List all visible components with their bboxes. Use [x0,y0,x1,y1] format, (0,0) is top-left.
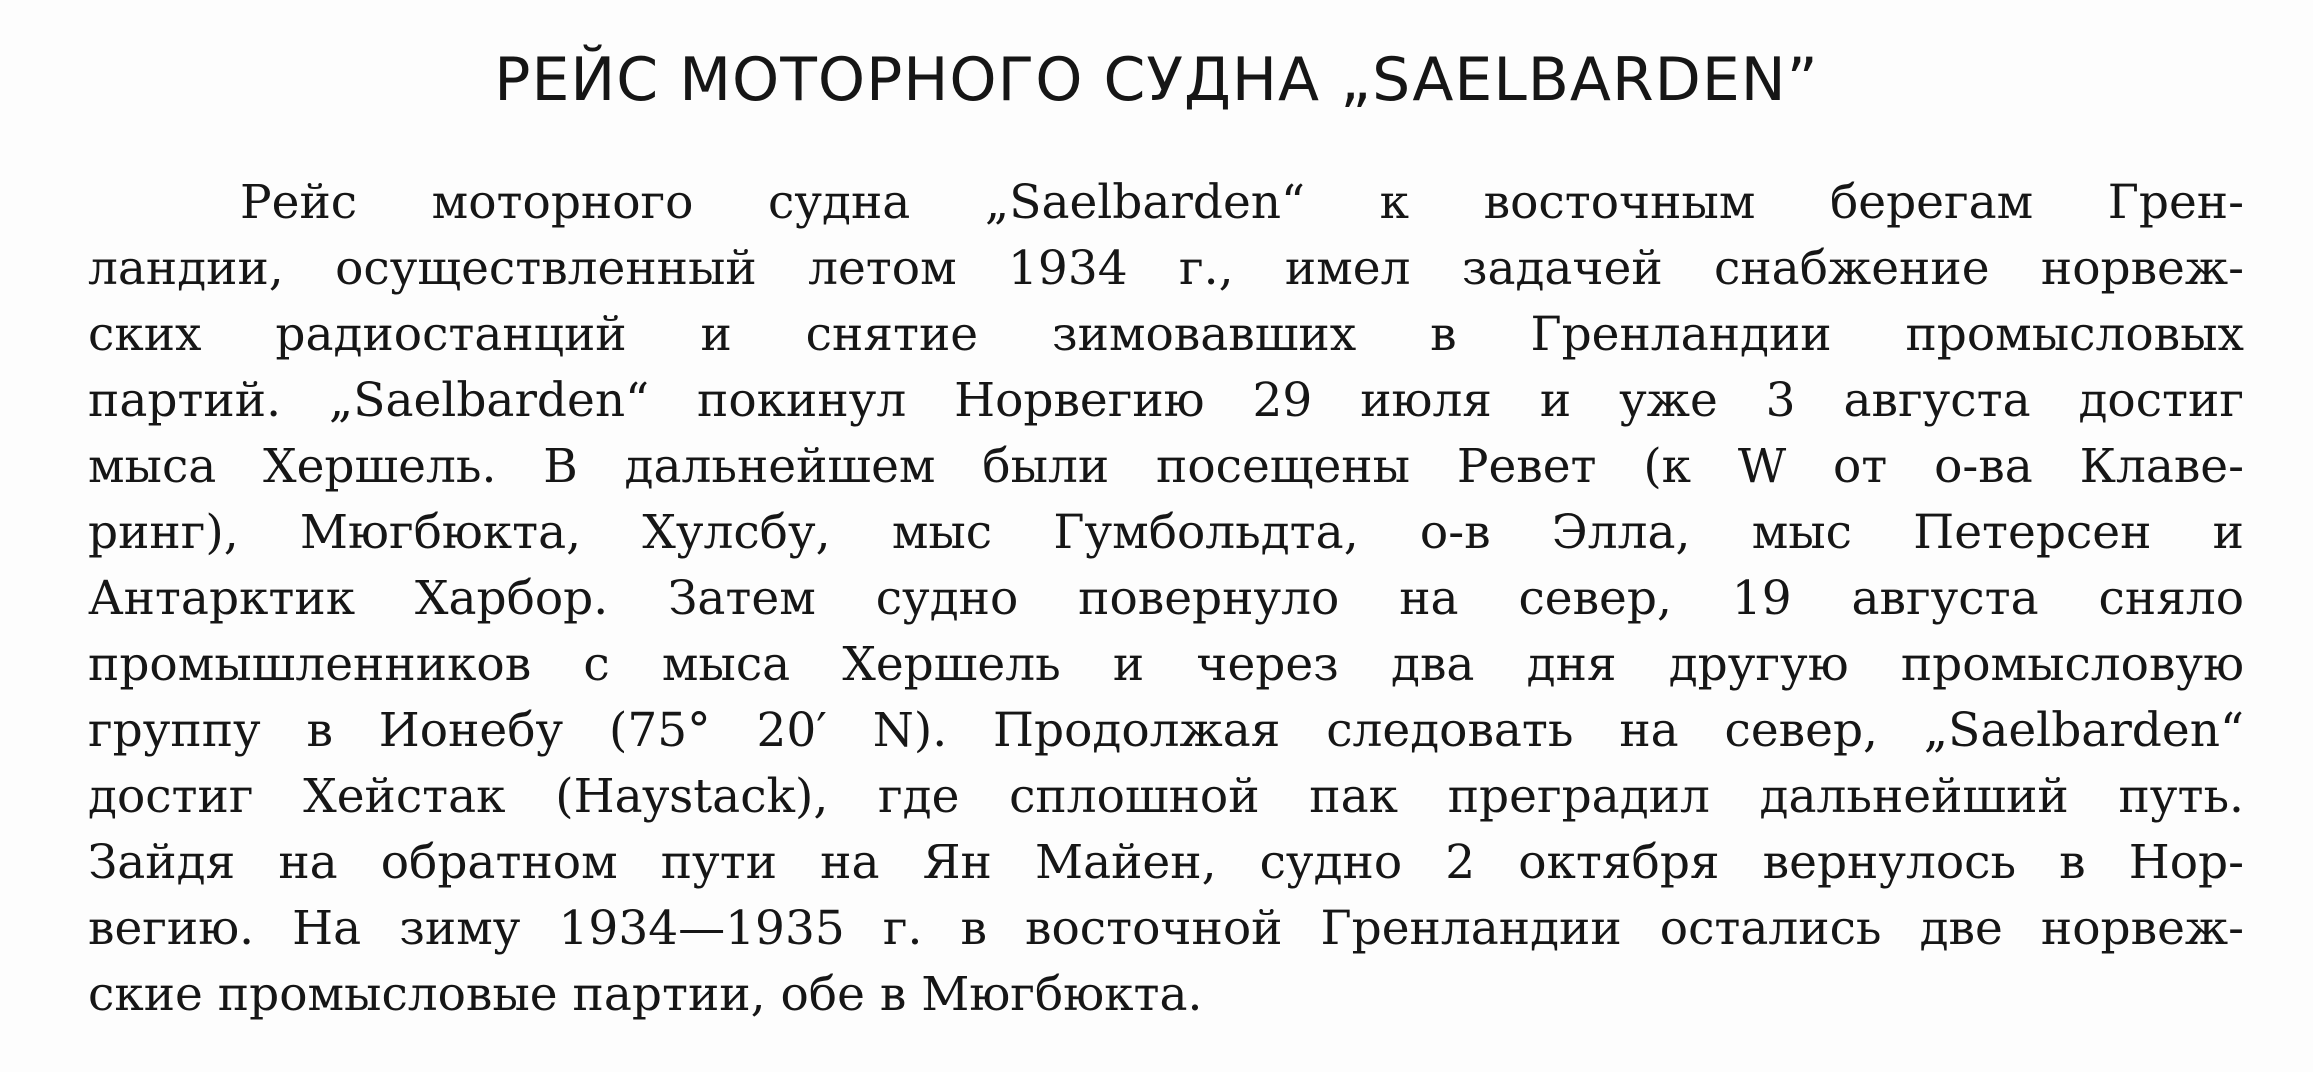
paragraph-line: группу в Ионебу (75° 20′ N). Продолжая следовать на север, „Saelbarden“ [88,703,2244,758]
paragraph-line: Зайдя на обратном пути на Ян Майен, судно 2 октября вернулось в Нор- [88,835,2244,890]
paragraph-line: ринг), Мюгбюкта, Хулсбу, мыс Гумбольдта, о-в Элла, мыс Петерсен и [88,505,2244,560]
document-title: РЕЙС МОТОРНОГО СУДНА „SAELBARDEN” [494,45,1819,115]
paragraph-line: партий. „Saelbarden“ покинул Норвегию 29 июля и уже 3 августа достиг [88,373,2244,428]
paragraph-line: мыса Хершель. В дальнейшем были посещены Ревет (к W от о-ва Клаве- [88,439,2244,494]
paragraph [0,170,2313,1040]
paragraph-line: Рейс моторного судна „Saelbarden“ к восточным берегам Грен- [240,175,2244,230]
paragraph-line: вегию. На зиму 1934—1935 г. в восточной Гренландии остались две норвеж- [88,901,2244,956]
paragraph-line: ландии, осуществленный летом 1934 г., имел задачей снабжение норвеж- [88,241,2244,296]
paragraph-line: Антарктик Харбор. Затем судно повернуло на север, 19 августа сняло [88,571,2244,626]
paragraph-line: ских радиостанций и снятие зимовавших в Гренландии промысловых [88,307,2244,362]
paragraph-line: ские промысловые партии, обе в Мюгбюкта. [88,967,1203,1022]
paragraph-line: достиг Хейстак (Haystack), где сплошной пак преградил дальнейший путь. [88,769,2244,824]
paragraph-line: промышленников с мыса Хершель и через два дня другую промысловую [88,637,2244,692]
